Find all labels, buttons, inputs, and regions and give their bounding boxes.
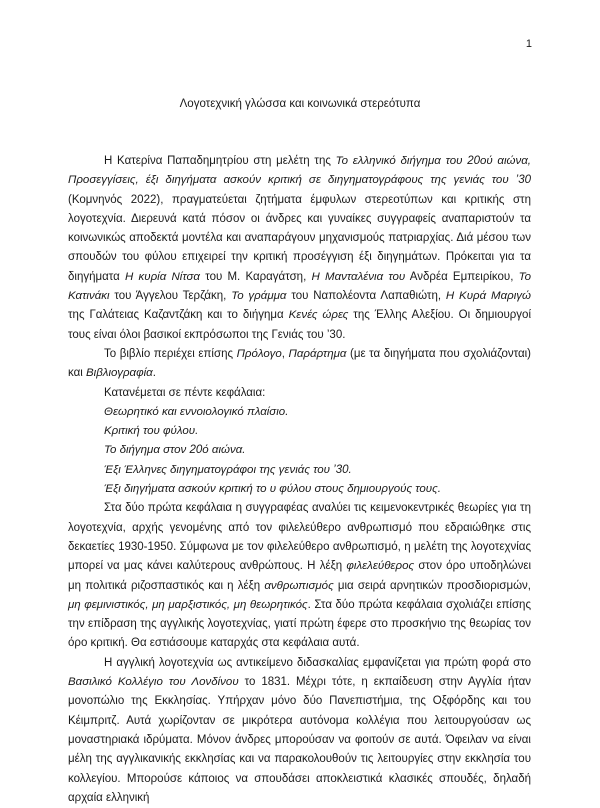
- text-run: μια σειρά αρνητικών προσδιορισμών,: [333, 579, 531, 592]
- paragraph-1: [68, 152, 531, 345]
- paragraph-2: [68, 345, 531, 384]
- text-run: . Στα δύο πρώτα κεφάλαια σχολιάζει επίσης την επίδραση της αγγλικής λογοτεχνίας, γιατί πρώτη έφερε στο προσκήνιο της θεωρίας τον όρο κριτική. Θα εστιάσουμε καταρχάς στα κεφάλαια αυτά.: [68, 598, 531, 650]
- document-title: Λογοτεχνική γλώσσα και κοινωνικά στερεότυπα: [179, 98, 421, 110]
- body-text: [68, 152, 531, 808]
- chapter-item: Θεωρητικό και εννοιολογικό πλαίσιο.: [104, 405, 289, 418]
- text-run: του Άγγελου Τερζάκη,: [109, 290, 232, 303]
- paragraph-3: [68, 499, 531, 653]
- emphasis: φιλελεύθερος: [346, 560, 415, 573]
- text-run: ,: [281, 347, 289, 360]
- text-run: το 1831. Μέχρι τότε, η εκπαίδευση στην Αγγλία ήταν μονοπώλιο της Εκκλησίας. Υπήρχαν μόνο δύο Πανεπιστήμια, της Οξφόρδης και του Κέιμπριτζ. Αυτά χωρίζονταν σε μικρότερα αυτόνομα κολλέγια που λειτουργούσαν ως μοναστηριακά ιδρύματα. Μόνον άνδρες μπορούσαν να φοιτούν σε αυτά. Όφειλαν να είναι μέλη της αγγλικανικής εκκλησίας και να παρακολουθούν τις λειτουργίες στην εκκλησία του κολλεγίου. Μπορούσε κάποιος να σπουδάσει αποκλειστικά κλασικές σπουδές, δηλαδή αρχαία ελληνική: [68, 676, 531, 804]
- text-run: Η αγγλική λογοτεχνία ως αντικείμενο διδασκαλίας εμφανίζεται για πρώτη φορά στο: [104, 656, 531, 669]
- section-name: Παράρτημα: [288, 347, 347, 360]
- text-run: της Έλλης Αλεξίου. Οι δημιουργοί τους είναι όλοι βασικοί εκπρόσωποι της Γενιάς του ’30.: [68, 309, 531, 341]
- chapter-item: Έξι διηγήματα ασκούν κριτική το υ φύλου στους δημιουργούς τους.: [104, 483, 441, 496]
- chapter-item: Κριτική του φύλου.: [104, 425, 199, 438]
- emphasis: ανθρωπισμός: [264, 579, 334, 592]
- text-run: (με τα διηγήματα που σχολιάζονται) και: [68, 347, 532, 380]
- story-title: Κενές ώρες: [288, 309, 349, 322]
- chapter-item: Το διήγημα στον 20ό αιώνα.: [104, 444, 246, 457]
- text-run: Η Κατερίνα Παπαδημητρίου στη μελέτη της: [104, 155, 336, 167]
- section-name: Βιβλιογραφία: [86, 367, 153, 380]
- section-name: Πρόλογο: [236, 347, 282, 360]
- story-title: Το Κατινάκι: [68, 270, 532, 303]
- text-run: Ανδρέα Εμπειρίκου,: [405, 270, 519, 283]
- text-run: .: [152, 367, 156, 380]
- story-title: Το γράμμα: [231, 290, 287, 303]
- text-run: Το βιβλίο περιέχει επίσης: [104, 347, 237, 360]
- text-run: στον όρο υποδηλώνει μη πολιτικά ριζοσπαστικός και η λέξη: [68, 560, 531, 592]
- emphasis: μη φεμινιστικός, μη μαρξιστικός, μη θεωρητικός: [68, 598, 308, 611]
- text-run: της Γαλάτειας Καζαντζάκη και το διήγημα: [68, 309, 289, 322]
- story-title: Η Μανταλένια του: [311, 270, 406, 283]
- text-run: του Ναπολέοντα Λαπαθιώτη,: [286, 290, 446, 303]
- page-number: 1: [525, 38, 532, 50]
- book-title: Το ελληνικό διήγημα του 20ού αιώνα, Προσεγγίσεις, έξι διηγήματα ασκούν κριτική σε διηγηματογράφους της γενιάς του ’30: [68, 155, 532, 187]
- text-run: του Μ. Καραγάτση,: [200, 270, 312, 283]
- text-run: (Κομνηνός 2022), πραγματεύεται ζητήματα έμφυλων στερεοτύπων και κριτικής στη λογοτεχνία. Διερευνά κατά πόσον οι άνδρες και γυναίκες συγγραφείς αναπαριστούν τα κοινωνικώς αποδεκτά μοντέλα και αναπαράγουν μηχανισμούς πατριαρχίας. Διά μέσου των σπουδών του φύλου επιχειρεί την κριτική προσέγγιση έξι διηγημάτων. Πρόκειται για τα διηγήματα: [68, 193, 531, 283]
- story-title: Η Κυρά Μαριγώ: [445, 290, 531, 303]
- institution-name: Βασιλικό Κολλέγιο του Λονδίνου: [68, 676, 239, 689]
- chapter-list-intro: Κατανέμεται σε πέντε κεφάλαια:: [104, 386, 266, 399]
- paragraph-4: [68, 654, 531, 808]
- text-run: Στα δύο πρώτα κεφάλαια η συγγραφέας αναλύει τις κειμενοκεντρικές θεωρίες για τη λογοτεχνία, αρχής γενομένης από τον φιλελεύθερο ανθρωπισμό που εδραιώθηκε στις δεκαετίες 1930-1950. Σύμφωνα με τον φιλελεύθερο ανθρωπισμό, η μελέτη της λογοτεχνίας μπορεί να μας κάνει καλύτερους ανθρώπους. Η λέξη: [68, 502, 531, 573]
- chapter-list: [68, 384, 531, 500]
- story-title: Η κυρία Νίτσα: [125, 270, 200, 283]
- chapter-item: Έξι Έλληνες διηγηματογράφοι της γενιάς του ’30.: [104, 463, 352, 476]
